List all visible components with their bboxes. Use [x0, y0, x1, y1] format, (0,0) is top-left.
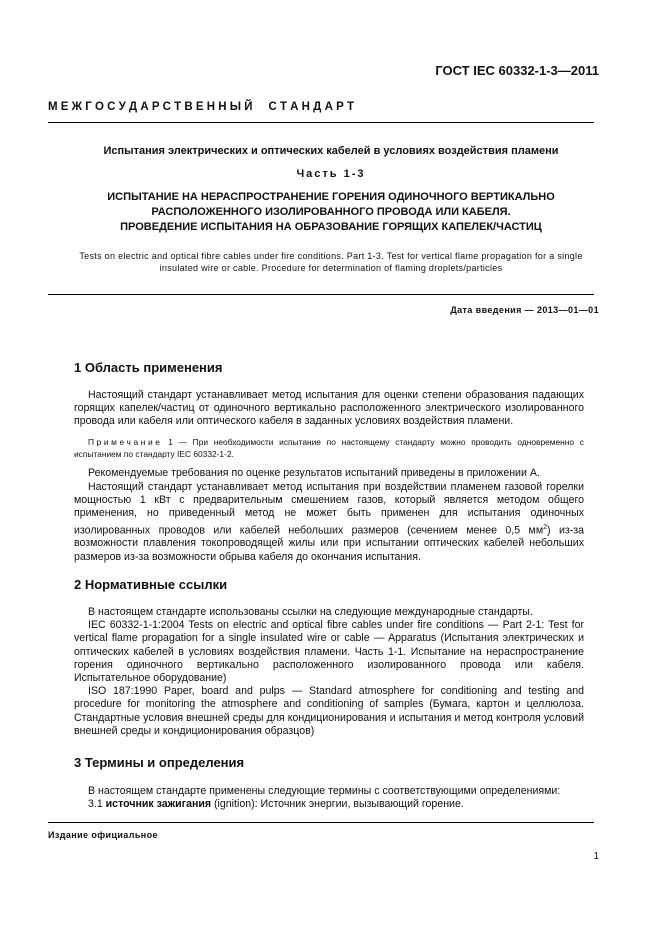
page-number: 1	[593, 851, 599, 862]
document-number: ГОСТ IEC 60332-1-3—2011	[435, 63, 599, 78]
section-2-paragraph-3: ISO 187:1990 Paper, board and pulps — Standard atmosphere for conditioning and testing and procedure for monitoring the atmosphere and conditioning of samples (Бумага, картон и целлюлоза. Стандартные условия внешней среды для кондиционирования и испытания и метод контроля условий внешней среды и кондиционирования образцов)	[74, 685, 584, 737]
note-text: 1 — При необходимости испытание по настоящему стандарту можно проводить одновременно с испытанием по стандарту IEC 60332-1-2.	[74, 437, 584, 459]
section-1-paragraph-3: Настоящий стандарт устанавливает метод испытания при воздействии пламенем газовой горелки мощностью 1 кВт с предварительным смешением газов, который является методом общего применения, но приведенный метод не может быть применен для испытания одиночных изолированных проводов или кабелей небольших размеров (сечением менее 0,5 $мм^2$) из-за возможности плавления токопроводящей жилы или при испытании оптических кабелей небольших размеров из-за возможности обрыва кабеля до окончания испытания.	[74, 481, 584, 563]
english-title-line-1: Tests on electric and optical fibre cables under fire conditions. Part 1-3. Test for vertical flame propagation for a single	[79, 251, 583, 261]
top-divider	[48, 122, 594, 123]
english-title-line-2: insulated wire or cable. Procedure for determination of flaming droplets/particles	[159, 263, 503, 273]
section-2-body	[74, 606, 584, 738]
section-1-paragraph-1: Настоящий стандарт устанавливает метод испытания для оценки степени образования падающих горящих капелек/частиц от одиночного вертикально расположенного электрического изолированного провода или кабеля или оптического кабеля в заданных условиях воздействия пламени.	[74, 389, 584, 428]
main-title-line-1: ИСПЫТАНИЕ НА НЕРАСПРОСТРАНЕНИЕ ГОРЕНИЯ ОДИНОЧНОГО ВЕРТИКАЛЬНО	[107, 191, 555, 203]
section-2-paragraph-1: В настоящем стандарте использованы ссылки на следующие международные стандарты.	[88, 606, 533, 618]
section-1-paragraph-2: Рекомендуемые требования по оценке результатов испытаний приведены в приложении А.	[88, 467, 540, 479]
middle-divider	[48, 294, 594, 295]
main-title	[48, 190, 614, 235]
standard-type-heading: М Е Ж Г О С У Д А Р С Т В Е Н Н Ы Й С Т А Н Д А Р Т	[48, 101, 354, 113]
part-number: Часть 1-3	[296, 168, 366, 180]
official-edition-label: Издание официальное	[48, 830, 158, 840]
section-3-paragraph-1: В настоящем стандарте применены следующие термины с соответствующими определениями:	[88, 785, 561, 797]
section-2-paragraph-2: IEC 60332-1-1:2004 Tests on electric and optical fibre cables under fire conditions — Part 2-1: Test for vertical flame propagation for a single insulated wire or cable — Apparatus (Испытания электрических и оптических кабелей в условиях воздействия пламени. Часть 1-1. Испытание на нераспространение горения одиночного вертикально расположенного изолированного провода или кабеля. Испытательное оборудование)	[74, 619, 584, 685]
term-name: источник зажигания	[105, 798, 212, 811]
english-title	[48, 250, 614, 274]
main-title-line-2: РАСПОЛОЖЕННОГО ИЗОЛИРОВАННОГО ПРОВОДА ИЛИ КАБЕЛЯ.	[151, 206, 511, 218]
superscript-2: 2	[543, 523, 548, 531]
standard-subtitle: Испытания электрических и оптических кабелей в условиях воздействия пламени	[103, 145, 559, 157]
section-3-body	[74, 785, 584, 811]
footer-divider	[48, 822, 594, 823]
main-title-line-3: ПРОВЕДЕНИЕ ИСПЫТАНИЯ НА ОБРАЗОВАНИЕ ГОРЯЩИХ КАПЕЛЕК/ЧАСТИЦ	[120, 221, 542, 233]
introduction-date: Дата введения — 2013—01—01	[450, 305, 599, 315]
term-3-1: 3.1 источник зажигания (ignition): Источник энергии, вызывающий горение.	[88, 798, 464, 811]
note-1	[74, 436, 584, 460]
section-2-heading: 2 Нормативные ссылки	[74, 577, 228, 592]
section-3-heading: 3 Термины и определения	[74, 755, 245, 770]
note-label: Примечание	[88, 437, 163, 447]
section-1-heading: 1 Область применения	[74, 360, 223, 375]
